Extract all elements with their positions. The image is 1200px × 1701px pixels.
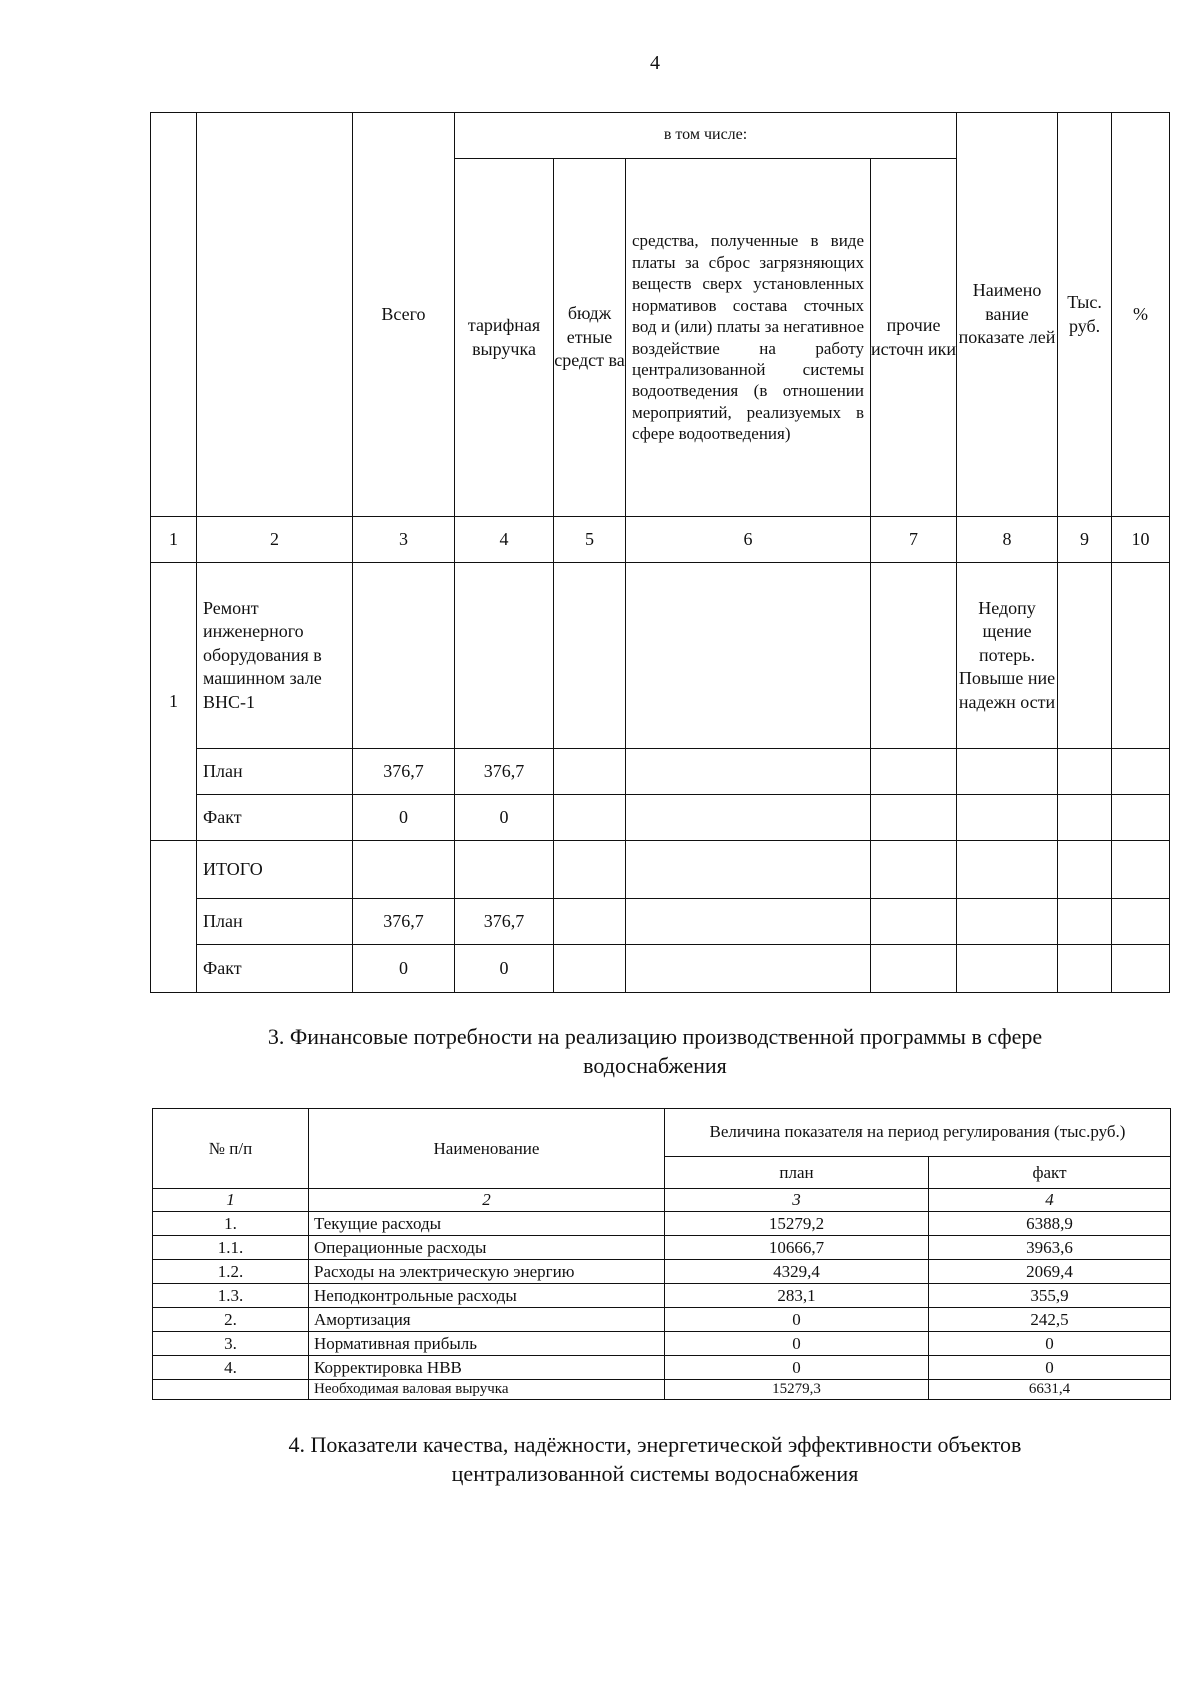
row-plan: 0 (665, 1356, 929, 1380)
row-fakt: 355,9 (929, 1284, 1171, 1308)
cell-empty (554, 841, 626, 899)
plan-tarif: 376,7 (455, 749, 554, 795)
cell-empty (626, 563, 871, 749)
heading-line: централизованной системы водоснабжения (451, 1461, 859, 1487)
heading-line: 3. Финансовые потребности на реализацию производственной программы в сфере (267, 1024, 1043, 1049)
row-num: 1.1. (153, 1236, 309, 1260)
cell-empty (626, 795, 871, 841)
row-fakt: 6631,4 (929, 1380, 1171, 1400)
col-number: 10 (1112, 517, 1170, 563)
row-number: 1 (151, 563, 197, 841)
cell-empty (871, 795, 957, 841)
header-blank-1 (151, 113, 197, 517)
row-num: 1.2. (153, 1260, 309, 1284)
financial-needs-table (152, 1108, 1171, 1400)
column-number-row (151, 517, 1170, 563)
cell-empty (1112, 749, 1170, 795)
row-plan: 283,1 (665, 1284, 929, 1308)
investment-table (150, 112, 1170, 993)
col-number: 2 (309, 1189, 665, 1212)
cell-empty (353, 841, 455, 899)
cell-empty (455, 841, 554, 899)
col-number: 2 (197, 517, 353, 563)
header-indicator-name: Наимено вание показате лей (957, 113, 1058, 517)
row-plan: 10666,7 (665, 1236, 929, 1260)
header-tarif: тарифная выручка (455, 159, 554, 517)
row-fakt: 242,5 (929, 1308, 1171, 1332)
table-row (153, 1260, 1171, 1284)
table-row (153, 1332, 1171, 1356)
cell-empty (554, 945, 626, 993)
cell-empty (554, 749, 626, 795)
cell-empty (151, 841, 197, 993)
cell-empty (871, 841, 957, 899)
plan-label: План (197, 749, 353, 795)
cell-empty (957, 749, 1058, 795)
total-plan-vsego: 376,7 (353, 899, 455, 945)
header-sredstva: средства, полученные в виде платы за сброс загрязняющих веществ сверх установленных нормативов состава сточных вод и (или) платы за негативное воздействие на работу централизованной системы водоотведения (в отношении мероприятий, реализуемых в сфере водоотведения) (626, 159, 871, 517)
cell-empty (353, 563, 455, 749)
header-budget: бюдж етные средст ва (554, 159, 626, 517)
total-plan-label: План (197, 899, 353, 945)
total-fakt-label: Факт (197, 945, 353, 993)
col-number: 4 (455, 517, 554, 563)
total-plan-tarif: 376,7 (455, 899, 554, 945)
row-name: Текущие расходы (309, 1212, 665, 1236)
col-number: 1 (153, 1189, 309, 1212)
row-plan: 0 (665, 1308, 929, 1332)
row-fakt: 0 (929, 1356, 1171, 1380)
col-number: 5 (554, 517, 626, 563)
fakt-vsego: 0 (353, 795, 455, 841)
row-fakt: 6388,9 (929, 1212, 1171, 1236)
indicator-text: Недопу щение потерь. Повыше ние надежн ости (957, 563, 1058, 749)
fakt-tarif: 0 (455, 795, 554, 841)
header-percent: % (1112, 113, 1170, 517)
header-name: Наименование (309, 1109, 665, 1189)
cell-empty (1058, 563, 1112, 749)
cell-empty (626, 841, 871, 899)
cell-empty (1058, 749, 1112, 795)
table-row (151, 563, 1170, 749)
header-prochie: прочие источн ики (871, 159, 957, 517)
cell-empty (554, 563, 626, 749)
cell-empty (554, 899, 626, 945)
cell-empty (1112, 563, 1170, 749)
row-num: 1. (153, 1212, 309, 1236)
heading-line: 4. Показатели качества, надёжности, энергетической эффективности объектов (288, 1432, 1022, 1457)
cell-empty (957, 795, 1058, 841)
cell-empty (626, 899, 871, 945)
table-row (153, 1308, 1171, 1332)
header-group-label: в том числе: (455, 113, 957, 159)
cell-empty (957, 899, 1058, 945)
row-num (153, 1380, 309, 1400)
col-number: 3 (665, 1189, 929, 1212)
section-heading-3 (0, 1022, 1200, 1080)
row-name: Неподконтрольные расходы (309, 1284, 665, 1308)
cell-empty (1058, 841, 1112, 899)
header-num: № п/п (153, 1109, 309, 1189)
cell-empty (957, 841, 1058, 899)
col-number: 1 (151, 517, 197, 563)
total-label: ИТОГО (197, 841, 353, 899)
cell-empty (1112, 795, 1170, 841)
row-num: 2. (153, 1308, 309, 1332)
row-plan: 0 (665, 1332, 929, 1356)
row-name: Необходимая валовая выручка (309, 1380, 665, 1400)
total-fakt-vsego: 0 (353, 945, 455, 993)
col-number: 6 (626, 517, 871, 563)
row-fakt: 3963,6 (929, 1236, 1171, 1260)
cell-empty (871, 899, 957, 945)
total-fakt-tarif: 0 (455, 945, 554, 993)
row-name: Расходы на электрическую энергию (309, 1260, 665, 1284)
col-number: 4 (929, 1189, 1171, 1212)
header-tys-rub: Тыс. руб. (1058, 113, 1112, 517)
fakt-label: Факт (197, 795, 353, 841)
cell-empty (957, 945, 1058, 993)
heading-line: водоснабжения (583, 1053, 727, 1079)
row-name: Корректировка НВВ (309, 1356, 665, 1380)
cell-empty (1112, 841, 1170, 899)
table-row (153, 1236, 1171, 1260)
table-row (153, 1212, 1171, 1236)
table-row (151, 749, 1170, 795)
table-row (151, 945, 1170, 993)
cell-empty (1112, 945, 1170, 993)
row-plan: 4329,4 (665, 1260, 929, 1284)
cell-empty (871, 563, 957, 749)
row-num: 4. (153, 1356, 309, 1380)
measure-name: Ремонт инженерного оборудования в машинном зале ВНС-1 (197, 563, 353, 749)
row-fakt: 2069,4 (929, 1260, 1171, 1284)
page-number: 4 (650, 52, 660, 74)
row-name: Амортизация (309, 1308, 665, 1332)
row-name: Нормативная прибыль (309, 1332, 665, 1356)
cell-empty (1058, 795, 1112, 841)
plan-vsego: 376,7 (353, 749, 455, 795)
header-blank-2 (197, 113, 353, 517)
cell-empty (871, 945, 957, 993)
row-num: 1.3. (153, 1284, 309, 1308)
column-number-row (153, 1189, 1171, 1212)
header-plan: план (665, 1157, 929, 1189)
header-fakt: факт (929, 1157, 1171, 1189)
col-number: 7 (871, 517, 957, 563)
cell-empty (455, 563, 554, 749)
table-row (153, 1284, 1171, 1308)
col-number: 3 (353, 517, 455, 563)
col-number: 9 (1058, 517, 1112, 563)
section-heading-4 (0, 1430, 1200, 1488)
row-fakt: 0 (929, 1332, 1171, 1356)
header-value-group: Величина показателя на период регулирования (тыс.руб.) (665, 1109, 1171, 1157)
row-plan: 15279,3 (665, 1380, 929, 1400)
cell-empty (1112, 899, 1170, 945)
cell-empty (1058, 945, 1112, 993)
row-plan: 15279,2 (665, 1212, 929, 1236)
table-row (153, 1380, 1171, 1400)
cell-empty (1058, 899, 1112, 945)
row-num: 3. (153, 1332, 309, 1356)
cell-empty (626, 749, 871, 795)
cell-empty (554, 795, 626, 841)
row-name: Операционные расходы (309, 1236, 665, 1260)
table-row (151, 899, 1170, 945)
table-row (151, 795, 1170, 841)
header-vsego: Всего (353, 113, 455, 517)
cell-empty (626, 945, 871, 993)
col-number: 8 (957, 517, 1058, 563)
cell-empty (871, 749, 957, 795)
table-row (153, 1356, 1171, 1380)
table-row (151, 841, 1170, 899)
